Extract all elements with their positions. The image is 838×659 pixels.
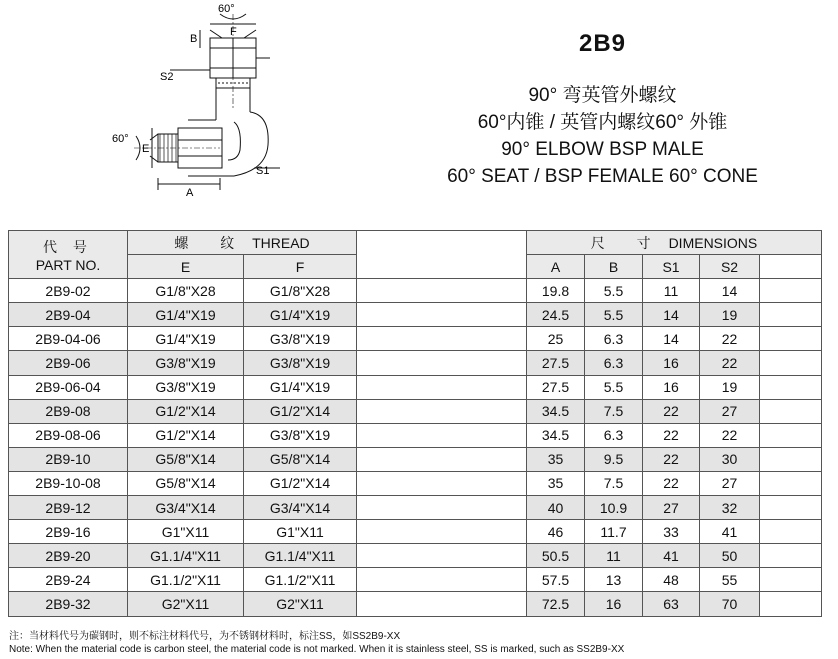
thread-f-cell: G3/8"X19 [244, 423, 357, 447]
thread-e-cell: G1"X11 [128, 520, 244, 544]
header-dimensions [527, 231, 822, 255]
description-line-3: 90° ELBOW BSP MALE [501, 139, 704, 160]
dim-s1-cell: 22 [643, 447, 700, 471]
part-cell: 2B9-04 [9, 303, 128, 327]
description-line-1: 90° 弯英管外螺纹 [528, 85, 677, 106]
part-cell: 2B9-32 [9, 592, 128, 616]
dim-s1-label: S1 [256, 165, 270, 177]
spec-table [8, 230, 822, 617]
dim-a-cell: 34.5 [527, 423, 585, 447]
header-blank-end [760, 255, 822, 279]
table-row [9, 592, 822, 616]
dim-s2-cell: 27 [700, 471, 760, 495]
dim-s1-cell: 22 [643, 399, 700, 423]
dim-a-cell: 27.5 [527, 375, 585, 399]
header-part-no [9, 231, 128, 279]
thread-e-cell: G1/2"X14 [128, 423, 244, 447]
part-cell: 2B9-08-06 [9, 423, 128, 447]
dim-b-cell: 10.9 [585, 496, 643, 520]
thread-e-cell: G1.1/2"X11 [128, 568, 244, 592]
table-row [9, 303, 822, 327]
dim-s1-cell: 22 [643, 471, 700, 495]
blank-cell [357, 447, 527, 471]
thread-f-cell: G3/4"X14 [244, 496, 357, 520]
blank-cell [357, 471, 527, 495]
thread-f-cell: G2"X11 [244, 592, 357, 616]
blank-cell [357, 520, 527, 544]
dim-b-cell: 6.3 [585, 327, 643, 351]
thread-e-cell: G3/4"X14 [128, 496, 244, 520]
dim-a-cell: 27.5 [527, 351, 585, 375]
dim-s1-cell: 33 [643, 520, 700, 544]
thread-e-cell: G5/8"X14 [128, 447, 244, 471]
part-cell: 2B9-12 [9, 496, 128, 520]
table-row [9, 375, 822, 399]
title-block [400, 30, 805, 190]
table-row [9, 279, 822, 303]
note-cn: 注：当材料代号为碳钢时，则不标注材料代号，为不锈钢材料时，标注SS，如SS2B9-XX [9, 631, 401, 642]
part-cell: 2B9-20 [9, 544, 128, 568]
note-en: Note: When the material code is carbon steel, the material code is not marked. When it is stainless steel, SS is marked, such as SS2B9-XX [9, 644, 625, 655]
dim-b-cell: 9.5 [585, 447, 643, 471]
dim-s2-label: S2 [160, 71, 174, 83]
blank-cell [760, 351, 822, 375]
blank-cell [357, 544, 527, 568]
header-blank [357, 231, 527, 279]
part-cell: 2B9-16 [9, 520, 128, 544]
table-row [9, 496, 822, 520]
table-row [9, 351, 822, 375]
dim-a-cell: 34.5 [527, 399, 585, 423]
dim-b-cell: 7.5 [585, 471, 643, 495]
blank-cell [760, 327, 822, 351]
thread-f-cell: G1.1/2"X11 [244, 568, 357, 592]
header-thread-cn: 螺 纹 [174, 234, 249, 251]
part-cell: 2B9-08 [9, 399, 128, 423]
blank-cell [357, 592, 527, 616]
thread-f-cell: G1/4"X19 [244, 303, 357, 327]
blank-cell [760, 303, 822, 327]
blank-cell [357, 568, 527, 592]
thread-e-cell: G1/4"X19 [128, 327, 244, 351]
blank-cell [760, 520, 822, 544]
dim-s1-cell: 22 [643, 423, 700, 447]
dim-b-cell: 11 [585, 544, 643, 568]
header-f: F [244, 255, 357, 279]
dim-s1-cell: 48 [643, 568, 700, 592]
blank-cell [357, 327, 527, 351]
blank-cell [760, 496, 822, 520]
dim-b-cell: 5.5 [585, 375, 643, 399]
dim-s2-cell: 27 [700, 399, 760, 423]
product-code: 2B9 [578, 30, 627, 57]
table-row [9, 568, 822, 592]
dim-s2-cell: 70 [700, 592, 760, 616]
dim-s2-cell: 55 [700, 568, 760, 592]
dim-a-cell: 19.8 [527, 279, 585, 303]
blank-cell [357, 279, 527, 303]
blank-cell [357, 423, 527, 447]
dim-s1-cell: 63 [643, 592, 700, 616]
description-line-2: 60°内锥 / 英管内螺纹60° 外锥 [477, 112, 728, 133]
dim-a-cell: 25 [527, 327, 585, 351]
blank-cell [357, 303, 527, 327]
dim-s1-cell: 27 [643, 496, 700, 520]
dim-s2-cell: 22 [700, 423, 760, 447]
blank-cell [760, 399, 822, 423]
dim-s1-cell: 16 [643, 375, 700, 399]
thread-f-cell: G5/8"X14 [244, 447, 357, 471]
angle-left-label: 60° [112, 133, 129, 145]
header-part-cn: 代 号 [43, 238, 93, 255]
dim-s2-cell: 14 [700, 279, 760, 303]
dim-a-cell: 40 [527, 496, 585, 520]
thread-f-cell: G1.1/4"X11 [244, 544, 357, 568]
dim-s2-cell: 30 [700, 447, 760, 471]
header-part-en: PART NO. [35, 256, 101, 273]
thread-e-cell: G1/8"X28 [128, 279, 244, 303]
thread-e-cell: G3/8"X19 [128, 351, 244, 375]
dim-s1-cell: 14 [643, 327, 700, 351]
blank-cell [760, 471, 822, 495]
dim-b-cell: 11.7 [585, 520, 643, 544]
dim-b-label: B [190, 33, 198, 45]
header-thread [128, 231, 357, 255]
dim-b-cell: 6.3 [585, 351, 643, 375]
header-a: A [527, 255, 585, 279]
table-row [9, 423, 822, 447]
table-row [9, 399, 822, 423]
thread-f-cell: G3/8"X19 [244, 327, 357, 351]
table-row [9, 520, 822, 544]
dim-b-cell: 6.3 [585, 423, 643, 447]
blank-cell [760, 279, 822, 303]
blank-cell [760, 544, 822, 568]
header-s2: S2 [700, 255, 760, 279]
dim-s1-cell: 11 [643, 279, 700, 303]
dim-b-cell: 13 [585, 568, 643, 592]
table-row [9, 544, 822, 568]
dim-e-label: E [142, 143, 150, 155]
blank-cell [357, 496, 527, 520]
part-cell: 2B9-04-06 [9, 327, 128, 351]
table-row [9, 471, 822, 495]
part-cell: 2B9-06-04 [9, 375, 128, 399]
dim-s2-cell: 19 [700, 375, 760, 399]
dim-b-cell: 16 [585, 592, 643, 616]
header-dim-cn: 尺 寸 [590, 234, 665, 251]
thread-f-cell: G1/4"X19 [244, 375, 357, 399]
description-line-4: 60° SEAT / BSP FEMALE 60° CONE [447, 166, 758, 187]
header-dim-en: DIMENSIONS [668, 234, 758, 251]
dim-a-cell: 72.5 [527, 592, 585, 616]
blank-cell [357, 399, 527, 423]
thread-f-cell: G1/2"X14 [244, 471, 357, 495]
part-cell: 2B9-10-08 [9, 471, 128, 495]
dim-s2-cell: 19 [700, 303, 760, 327]
part-cell: 2B9-10 [9, 447, 128, 471]
blank-cell [357, 375, 527, 399]
header-e: E [128, 255, 244, 279]
thread-f-cell: G1/2"X14 [244, 399, 357, 423]
dim-a-cell: 57.5 [527, 568, 585, 592]
blank-cell [760, 447, 822, 471]
thread-e-cell: G1/2"X14 [128, 399, 244, 423]
dim-b-cell: 7.5 [585, 399, 643, 423]
dim-s2-cell: 32 [700, 496, 760, 520]
notes [9, 630, 624, 656]
blank-cell [760, 423, 822, 447]
thread-e-cell: G2"X11 [128, 592, 244, 616]
blank-cell [760, 375, 822, 399]
angle-top-label: 60° [218, 3, 235, 15]
thread-f-cell: G3/8"X19 [244, 351, 357, 375]
header-s1: S1 [643, 255, 700, 279]
dim-a-cell: 35 [527, 471, 585, 495]
thread-e-cell: G5/8"X14 [128, 471, 244, 495]
dim-a-cell: 24.5 [527, 303, 585, 327]
dim-s1-cell: 16 [643, 351, 700, 375]
thread-f-cell: G1/8"X28 [244, 279, 357, 303]
dim-f-label: F [230, 26, 237, 38]
thread-e-cell: G1.1/4"X11 [128, 544, 244, 568]
table-row [9, 447, 822, 471]
dim-a-cell: 50.5 [527, 544, 585, 568]
dim-b-cell: 5.5 [585, 303, 643, 327]
part-cell: 2B9-24 [9, 568, 128, 592]
thread-e-cell: G3/8"X19 [128, 375, 244, 399]
fitting-drawing [112, 0, 300, 200]
part-cell: 2B9-02 [9, 279, 128, 303]
table-row [9, 327, 822, 351]
thread-e-cell: G1/4"X19 [128, 303, 244, 327]
blank-cell [760, 568, 822, 592]
header-thread-en: THREAD [252, 234, 310, 251]
blank-cell [760, 592, 822, 616]
dim-s2-cell: 50 [700, 544, 760, 568]
header-b: B [585, 255, 643, 279]
dim-s1-cell: 14 [643, 303, 700, 327]
dim-a-cell: 46 [527, 520, 585, 544]
dim-s1-cell: 41 [643, 544, 700, 568]
thread-f-cell: G1"X11 [244, 520, 357, 544]
dim-s2-cell: 22 [700, 327, 760, 351]
part-cell: 2B9-06 [9, 351, 128, 375]
dim-b-cell: 5.5 [585, 279, 643, 303]
dim-a-label: A [186, 187, 194, 199]
dim-s2-cell: 22 [700, 351, 760, 375]
dim-a-cell: 35 [527, 447, 585, 471]
blank-cell [357, 351, 527, 375]
dim-s2-cell: 41 [700, 520, 760, 544]
